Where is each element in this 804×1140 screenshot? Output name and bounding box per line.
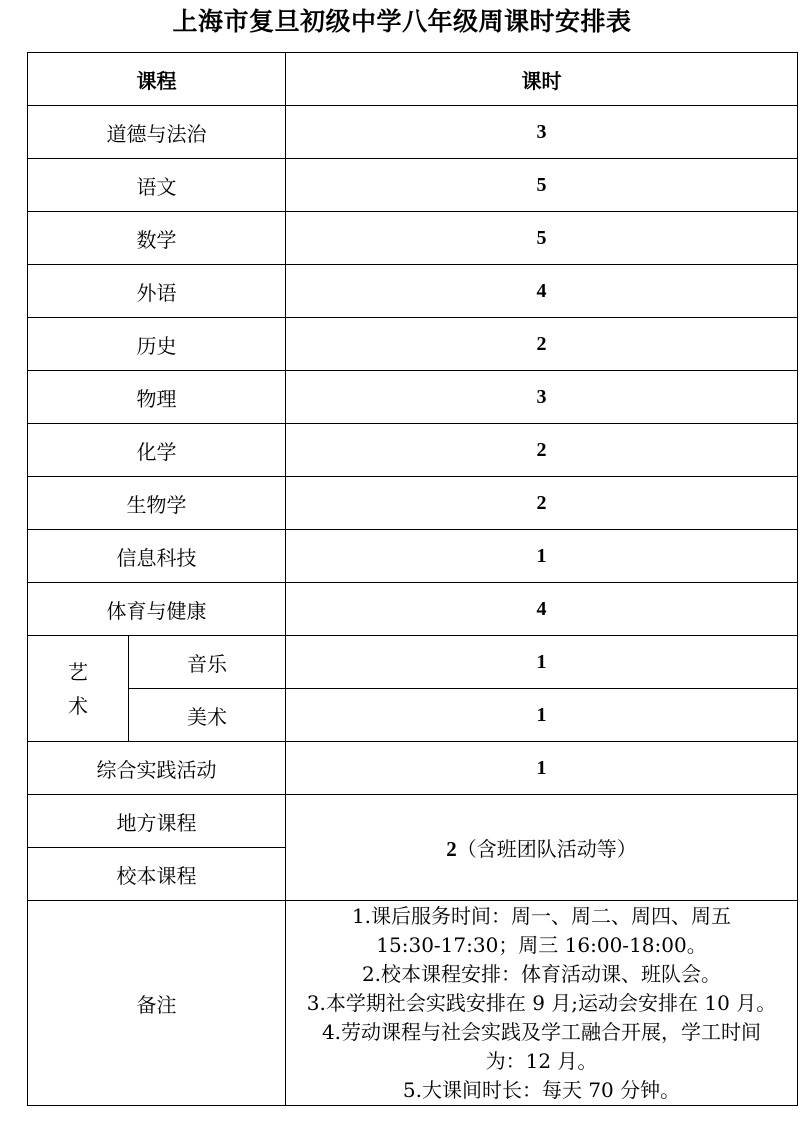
table-row (28, 689, 798, 742)
course-hours: 2 (286, 424, 798, 477)
course-hours: 4 (286, 583, 798, 636)
notes-content (286, 901, 798, 1106)
table-row (28, 583, 798, 636)
course-hours: 3 (286, 371, 798, 424)
course-column-header: 课程 (28, 53, 286, 106)
note-line: 1.课后服务时间：周一、周二、周四、周五 (351, 903, 732, 928)
course-name: 音乐 (129, 636, 286, 689)
course-name: 道德与法治 (28, 106, 286, 159)
table-row (28, 212, 798, 265)
course-name: 物理 (28, 371, 286, 424)
note-line: 3.本学期社会实践安排在 9 月;运动会安排在 10 月。 (306, 990, 777, 1015)
note-line: 为：12 月。 (485, 1048, 598, 1073)
course-name: 数学 (28, 212, 286, 265)
table-row (28, 318, 798, 371)
table-header-row (28, 53, 798, 106)
note-line: 5.大课间时长：每天 70 分钟。 (402, 1077, 681, 1102)
table-row (28, 424, 798, 477)
combined-hours-number: 2 (446, 837, 457, 861)
course-name: 校本课程 (28, 848, 286, 901)
course-name: 地方课程 (28, 795, 286, 848)
table-row (28, 477, 798, 530)
course-name: 语文 (28, 159, 286, 212)
note-line: 4.劳动课程与社会实践及学工融合开展，学工时间 (321, 1019, 762, 1044)
arts-group-label (28, 636, 129, 742)
course-hours: 5 (286, 159, 798, 212)
course-name: 化学 (28, 424, 286, 477)
course-name: 生物学 (28, 477, 286, 530)
arts-group-char: 术 (68, 693, 88, 718)
course-hours: 2 (286, 318, 798, 371)
note-line: 2.校本课程安排：体育活动课、班队会。 (361, 961, 722, 986)
course-hours: 1 (286, 742, 798, 795)
course-hours: 1 (286, 689, 798, 742)
course-hours: 2 (286, 477, 798, 530)
course-name: 综合实践活动 (28, 742, 286, 795)
arts-group-char: 艺 (68, 659, 88, 684)
course-name: 信息科技 (28, 530, 286, 583)
course-hours: 3 (286, 106, 798, 159)
table-row (28, 530, 798, 583)
table-row (28, 265, 798, 318)
course-name: 历史 (28, 318, 286, 371)
hours-column-header: 课时 (286, 53, 798, 106)
course-name: 美术 (129, 689, 286, 742)
notes-label: 备注 (28, 901, 286, 1106)
combined-hours-cell (286, 795, 798, 901)
course-hours: 1 (286, 530, 798, 583)
combined-hours-note: （含班团队活动等） (456, 837, 637, 861)
page-title: 上海市复旦初级中学八年级周课时安排表 (172, 7, 632, 36)
table-row (28, 795, 798, 848)
course-name: 外语 (28, 265, 286, 318)
table-row (28, 106, 798, 159)
table-row (28, 159, 798, 212)
notes-row (28, 901, 798, 1106)
course-hours: 5 (286, 212, 798, 265)
course-hours: 1 (286, 636, 798, 689)
course-hours: 4 (286, 265, 798, 318)
table-row (28, 742, 798, 795)
schedule-table (27, 52, 798, 1106)
course-name: 体育与健康 (28, 583, 286, 636)
table-row (28, 371, 798, 424)
table-row (28, 636, 798, 689)
note-line: 15:30-17:30；周三 16:00-18:00。 (376, 932, 707, 957)
